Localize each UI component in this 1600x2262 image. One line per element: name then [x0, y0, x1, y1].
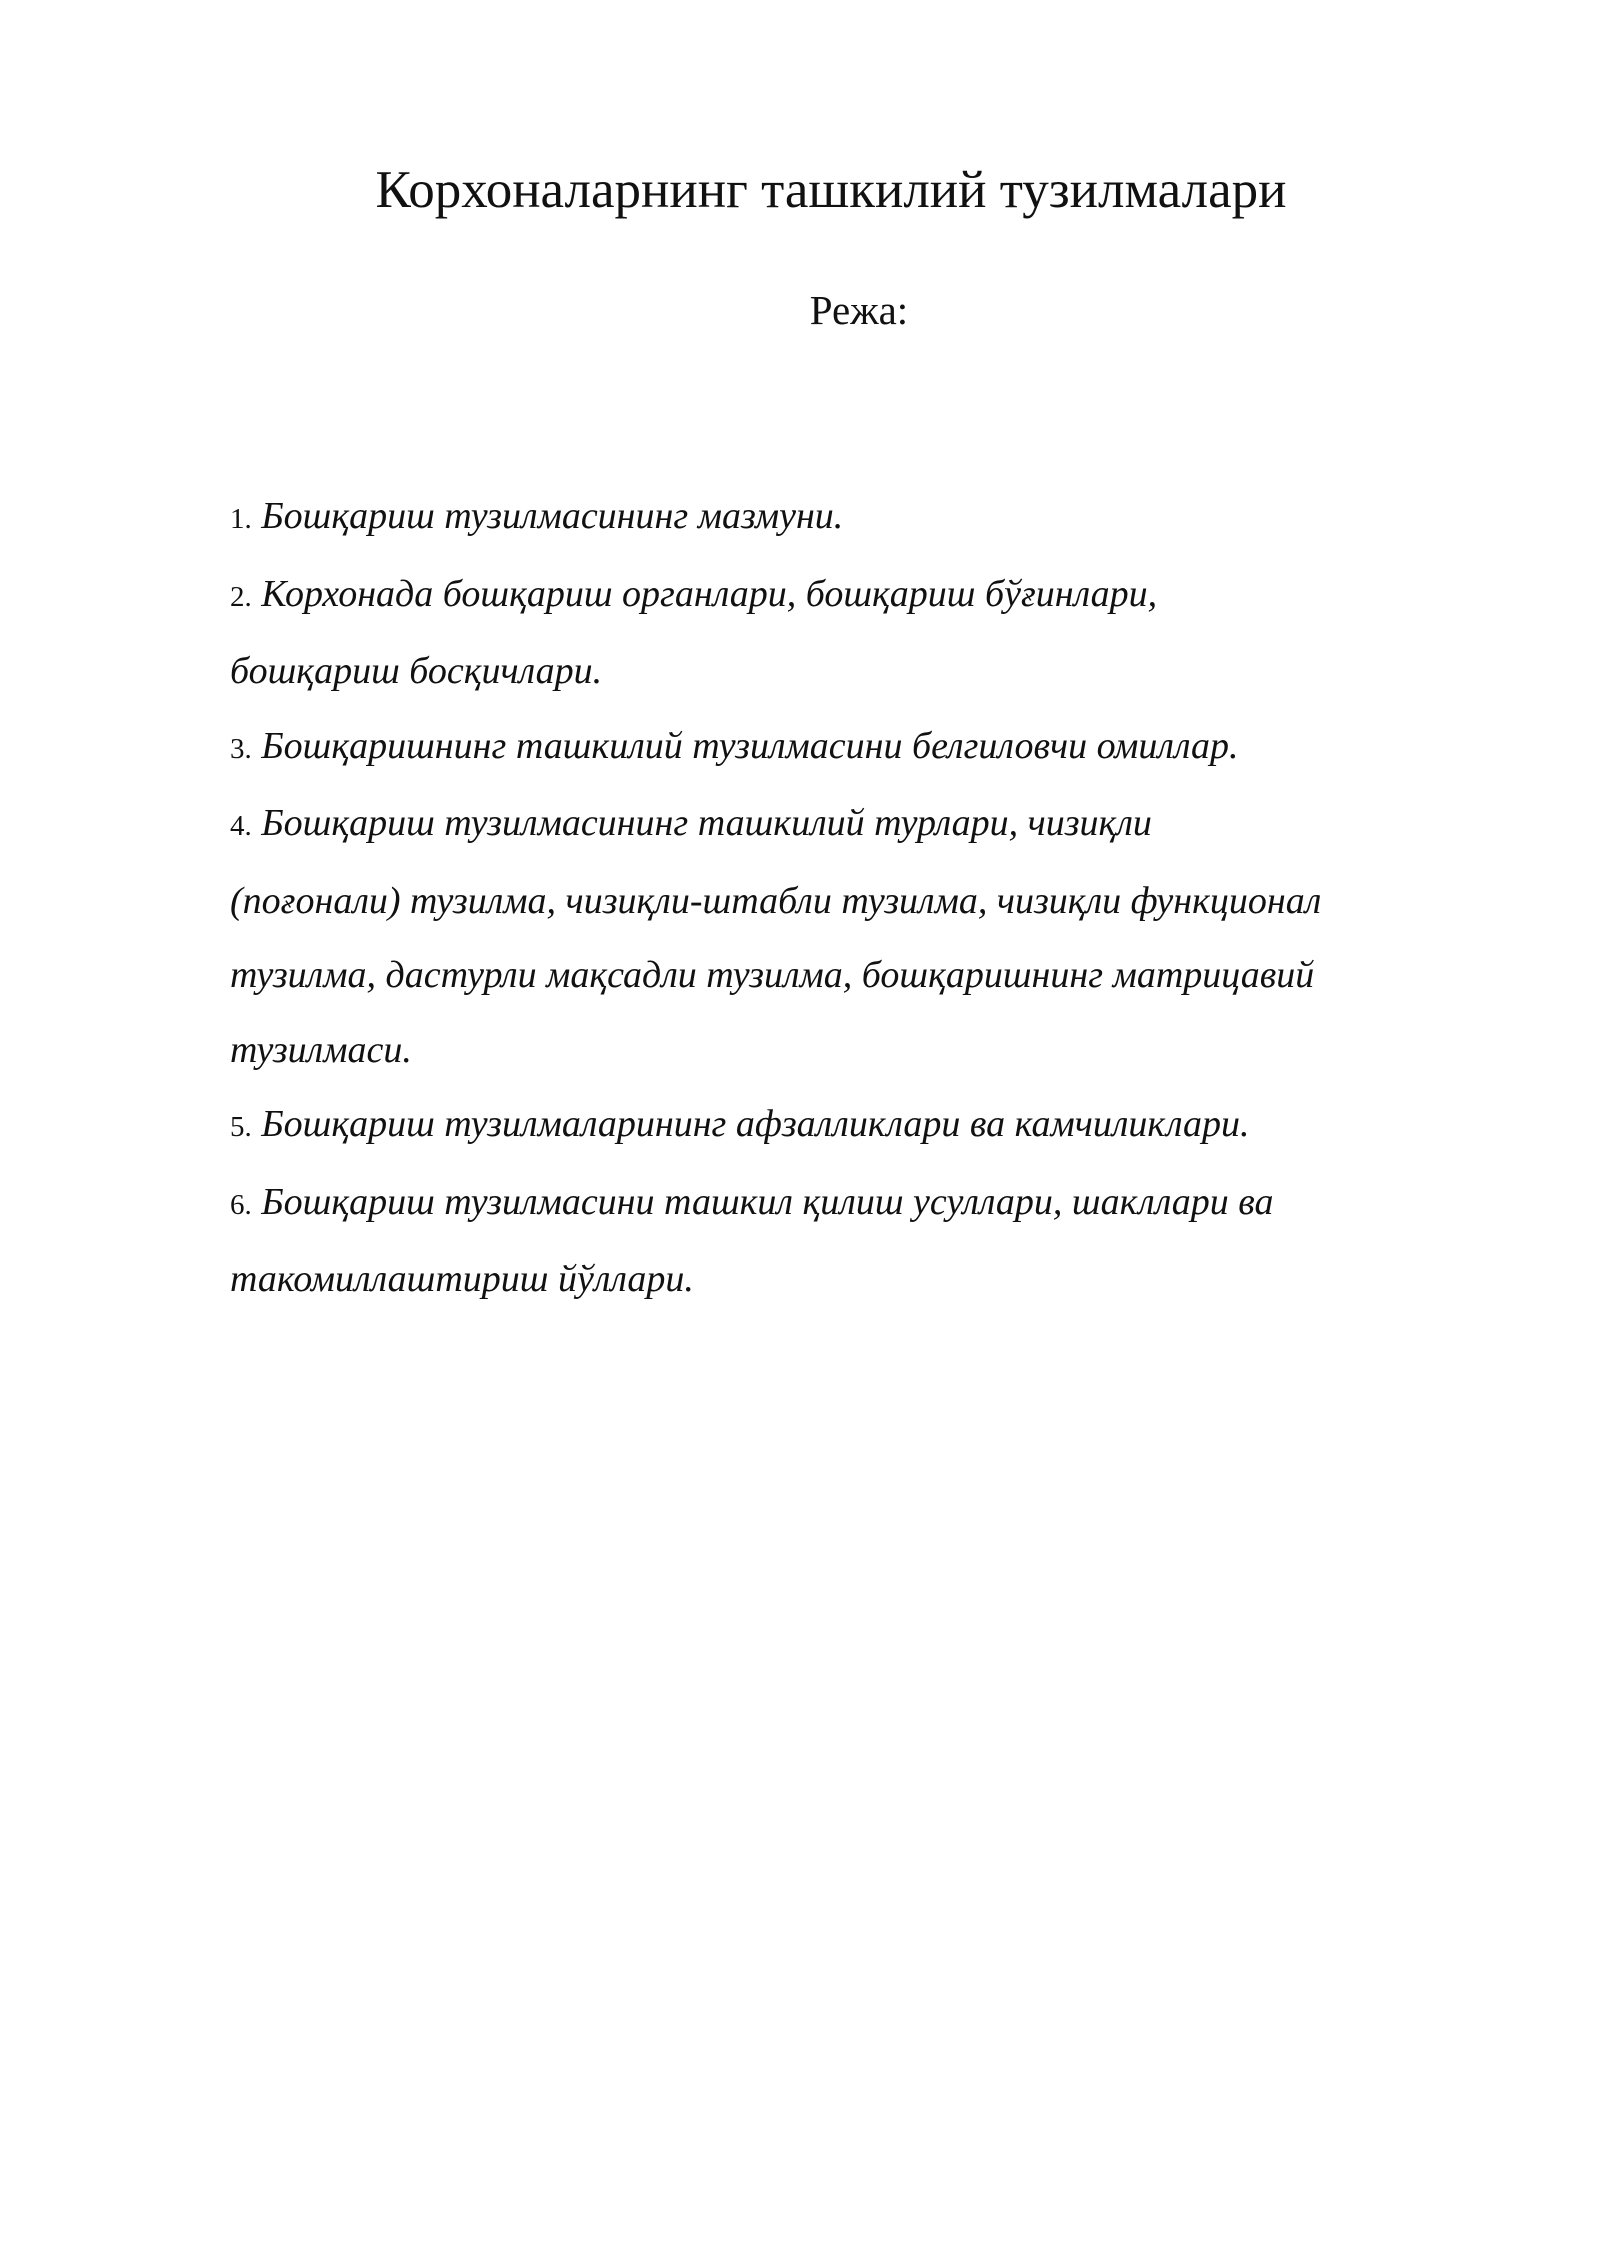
plan-item-number: 3. — [230, 732, 252, 765]
plan-item-text: бошқариш босқичлари. — [230, 650, 603, 692]
plan-item-1 — [230, 479, 1530, 557]
plan-heading: Режа: — [809, 287, 909, 333]
plan-item-text: Бошқариш тузилмасининг ташкилий турлари, чизиқли — [261, 802, 1152, 844]
document-title: Корхоналарнинг ташкилий тузилмалари — [375, 161, 1287, 219]
plan-item-text: тузилмаси. — [230, 1028, 412, 1071]
plan-item-number: 5. — [230, 1111, 252, 1143]
plan-item-text: Бошқариш тузилмаларининг афзалликлари ва камчиликлари. — [261, 1103, 1250, 1145]
plan-item-text: Бошқариш тузилмасининг мазмуни. — [261, 495, 844, 537]
plan-item-text: (поғонали) тузилма, чизиқли-штабли тузилма, чизиқли функционал — [230, 879, 1322, 922]
plan-item-4 — [230, 786, 1530, 1087]
plan-item-2 — [230, 557, 1530, 709]
plan-item-5 — [230, 1087, 1530, 1165]
plan-item-6 — [230, 1165, 1530, 1317]
plan-item-number: 2. — [230, 580, 252, 613]
plan-item-text: Бошқаришнинг ташкилий тузилмасини белгиловчи омиллар. — [261, 724, 1239, 767]
plan-item-text: Бошқариш тузилмасини ташкил қилиш усуллари, шакллари ва — [261, 1180, 1274, 1223]
plan-item-number: 4. — [230, 810, 252, 842]
plan-item-number: 1. — [230, 503, 252, 535]
plan-item-text: такомиллаштириш йўллари. — [230, 1258, 694, 1300]
plan-item-3 — [230, 709, 1530, 787]
plan-item-number: 6. — [230, 1188, 252, 1221]
plan-item-text: Корхонада бошқариш органлари, бошқариш бўғинлари, — [261, 572, 1158, 615]
plan-item-text: тузилма, дастурли мақсадли тузилма, бошқаришнинг матрицавий — [230, 954, 1315, 996]
plan-list — [230, 479, 1530, 1317]
